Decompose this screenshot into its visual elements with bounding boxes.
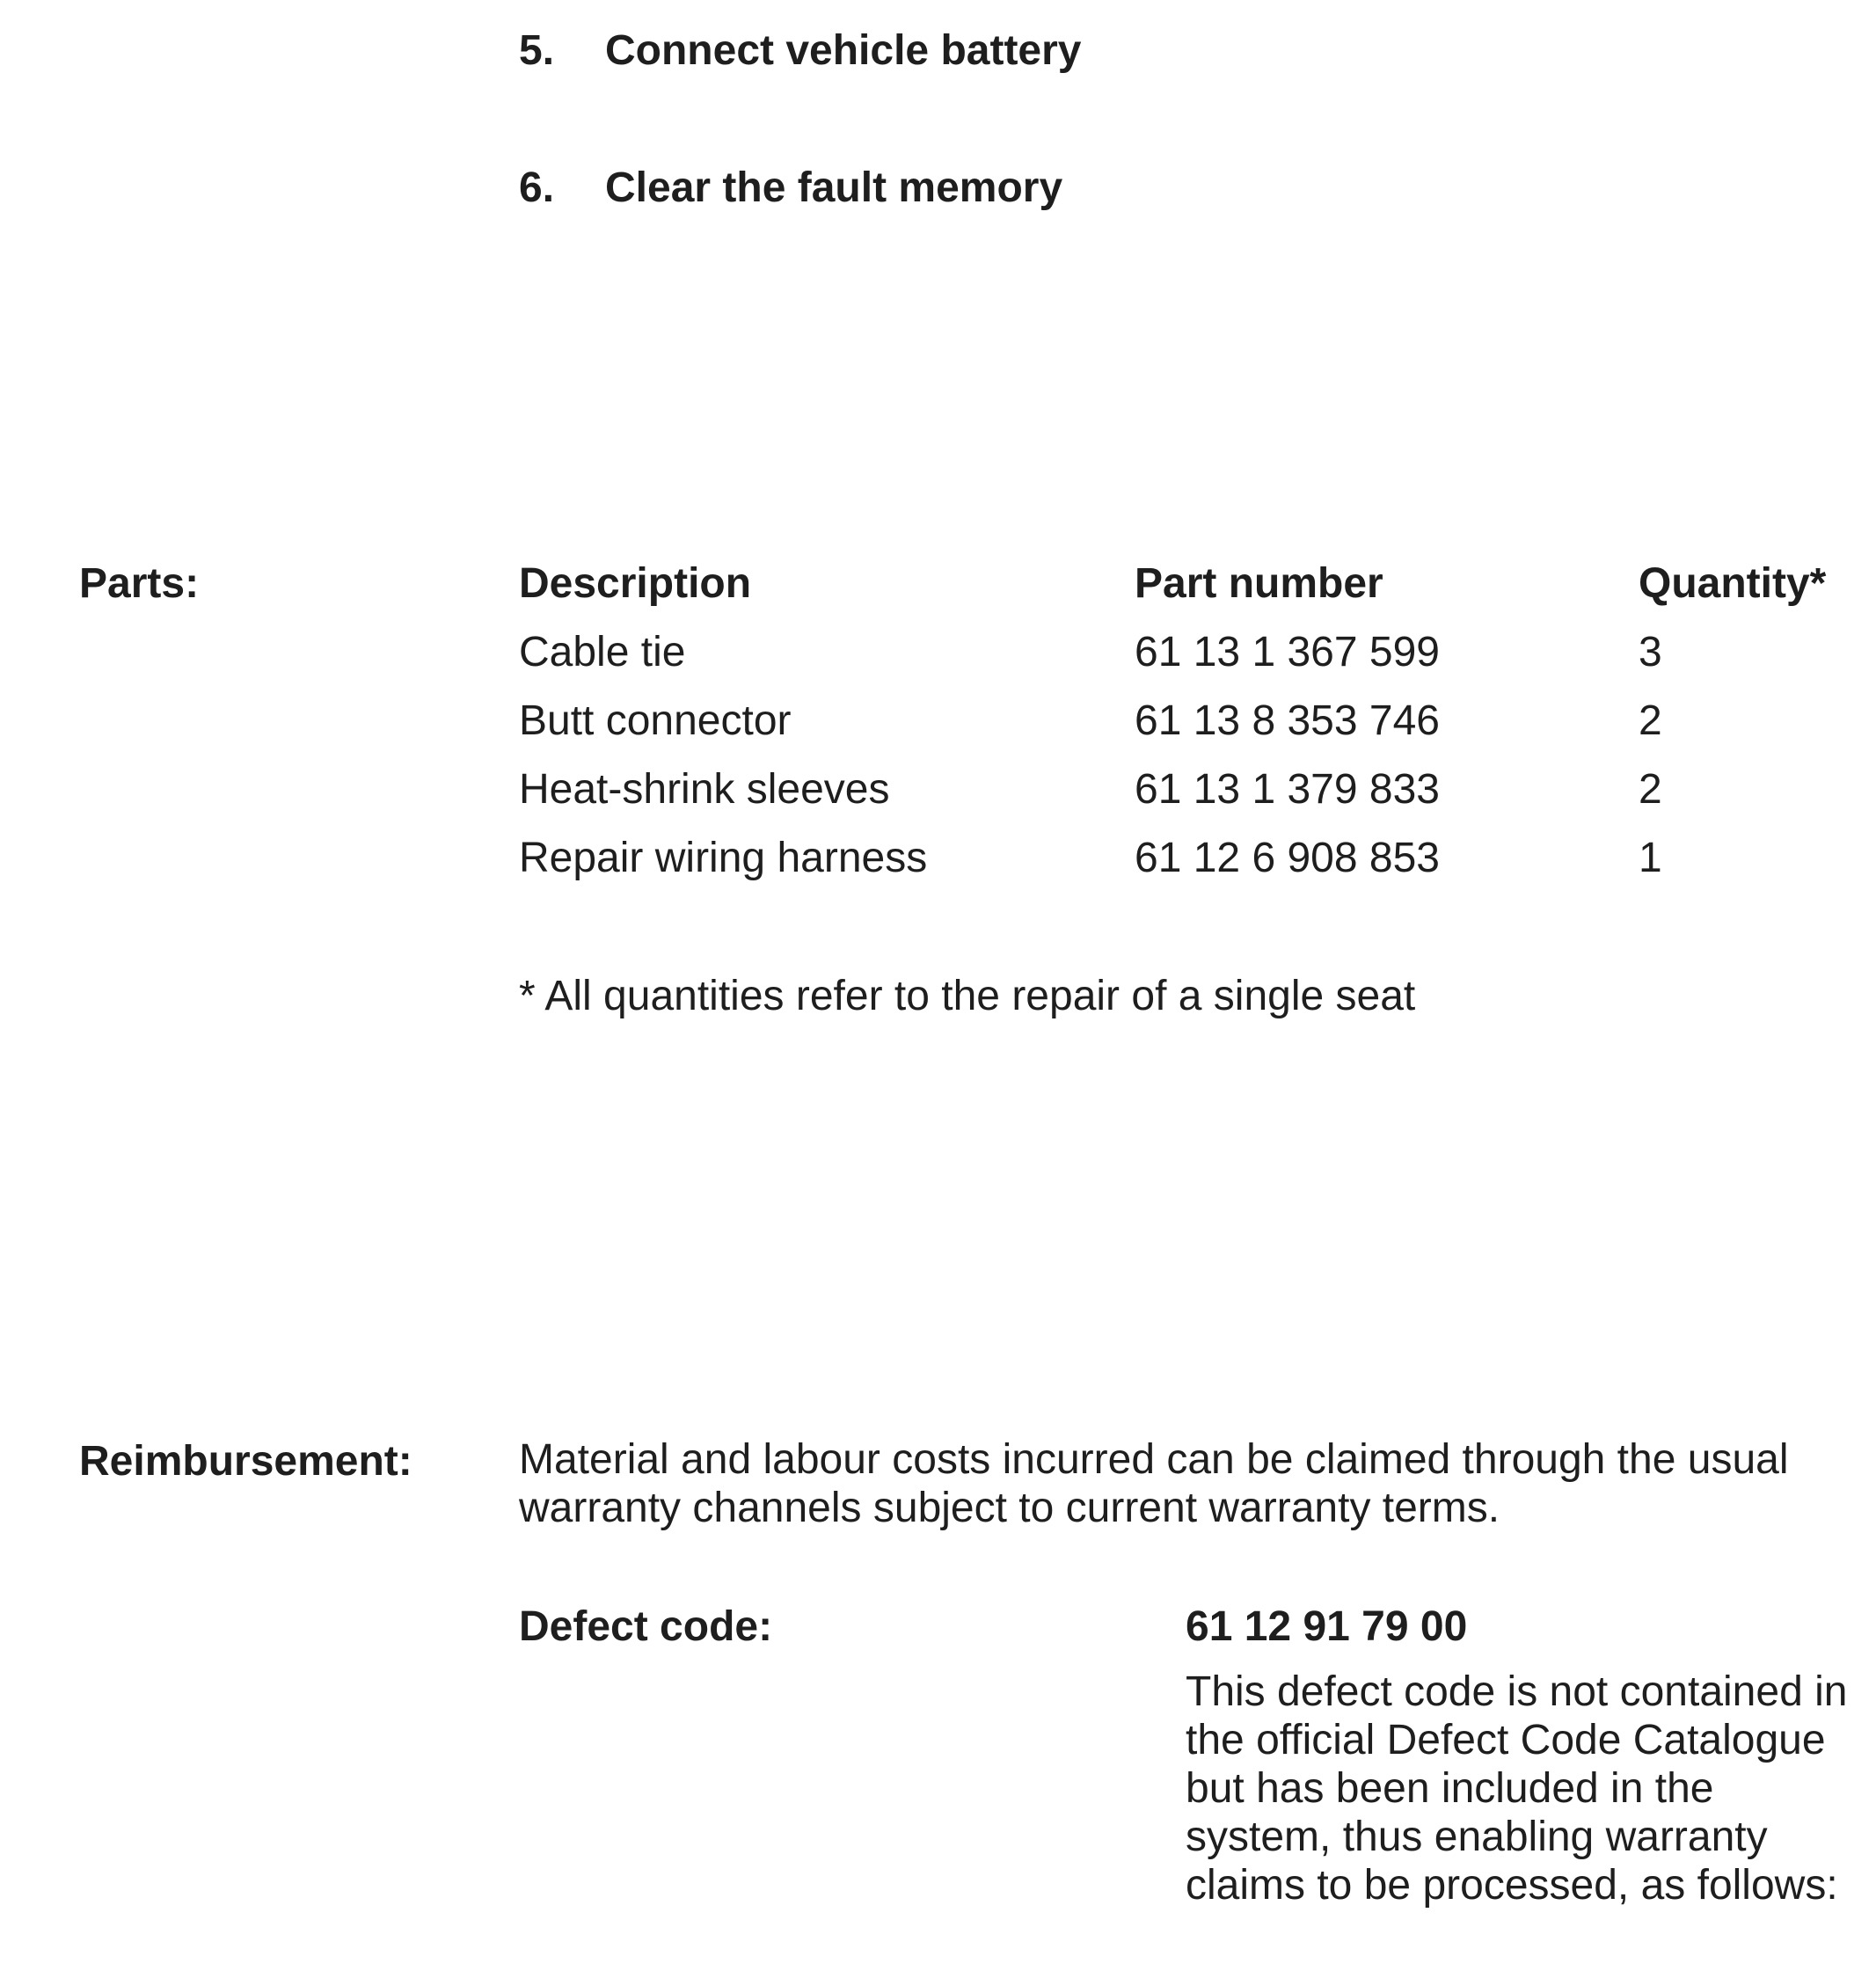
step-text: Connect vehicle battery: [605, 27, 1082, 74]
reimbursement-text-line: Material and labour costs incurred can be claimed through the usual: [519, 1436, 1789, 1483]
column-header-description: Description: [519, 560, 752, 607]
table-cell-description: Butt connector: [519, 697, 792, 744]
reimbursement-text: [519, 1435, 1838, 1532]
table-cell-part-number: 61 13 1 367 599: [1135, 629, 1440, 675]
reimbursement-text-line: warranty channels subject to current warranty terms.: [519, 1485, 1500, 1531]
table-cell-quantity: 2: [1639, 697, 1662, 744]
table-cell-quantity: 3: [1639, 629, 1662, 675]
table-cell-part-number: 61 13 1 379 833: [1135, 766, 1440, 813]
column-header-quantity: Quantity*: [1639, 560, 1827, 607]
defect-note-line: This defect code is not contained in: [1186, 1668, 1848, 1715]
step-number: 6.: [519, 164, 555, 211]
table-cell-quantity: 1: [1639, 835, 1662, 881]
step-text: Clear the fault memory: [605, 164, 1063, 211]
table-cell-description: Cable tie: [519, 629, 686, 675]
defect-note: [1186, 1668, 1854, 1909]
step-5: [519, 26, 1750, 79]
table-cell-description: Repair wiring harness: [519, 835, 928, 881]
parts-footnote: * All quantities refer to the repair of a single seat: [519, 973, 1416, 1019]
step-6: [519, 164, 1750, 216]
reimbursement-label: Reimbursement:: [79, 1438, 412, 1485]
defect-code-label: Defect code:: [519, 1603, 773, 1650]
defect-code-value: 61 12 91 79 00: [1186, 1603, 1468, 1650]
step-number: 5.: [519, 27, 555, 74]
table-cell-part-number: 61 12 6 908 853: [1135, 835, 1440, 881]
table-cell-description: Heat-shrink sleeves: [519, 766, 890, 813]
defect-note-line: the official Defect Code Catalogue: [1186, 1717, 1826, 1763]
column-header-part-number: Part number: [1135, 560, 1383, 607]
parts-label: Parts:: [79, 560, 200, 607]
table-cell-part-number: 61 13 8 353 746: [1135, 697, 1440, 744]
defect-note-line: claims to be processed, as follows:: [1186, 1862, 1838, 1909]
defect-note-line: system, thus enabling warranty: [1186, 1814, 1768, 1860]
table-cell-quantity: 2: [1639, 766, 1662, 813]
defect-note-line: but has been included in the: [1186, 1765, 1714, 1812]
